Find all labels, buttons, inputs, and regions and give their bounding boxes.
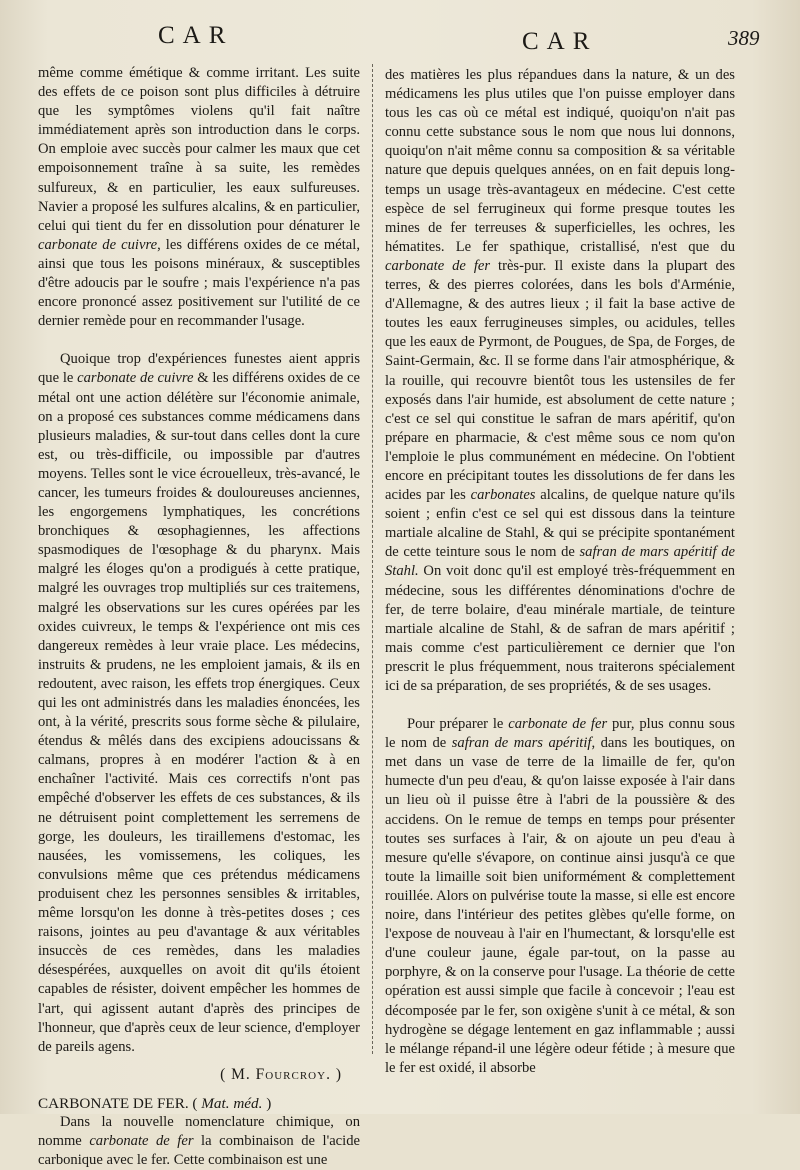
italic-term: safran de mars apéritif de Stahl.	[385, 544, 735, 580]
italic-term: carbonate de fer	[89, 1133, 194, 1150]
italic-term: carbonate de cuivre	[38, 236, 158, 253]
paragraph-iron-intro: Dans la nouvelle nomenclature chimique, on nomme carbonate de fer la combinaison de l'acide carbonique avec le fer. Cette combinaison est une	[38, 1113, 360, 1169]
column-divider	[372, 64, 374, 1054]
italic-term: safran de mars apéritif	[451, 735, 592, 752]
paragraph-copper-medicine: Quoique trop d'expériences funestes aient appris que le carbonate de cuivre & les différens oxides de ce métal ont une action délétère sur l'économie animale, on a proposé ces substances comme médicamens dans plusieurs maladies, & sur-tout dans celles dont la cure est, ou très-difficile, ou impossible par d'autres moyens. Telles sont le vice écrouelleux, très-avancé, le cancer, les tumeurs froides & douloureuses anciennes, les engorgemens lymphatiques, les concrétions bronchiques & œsophagiennes, les affections spasmodiques de l'œsophage & du pharynx. Mais malgré les éloges qu'on a prodigués à cette pratique, malgré les ouvrages trop multipliés sur ces traitemens, malgré les observations sur les cures opérées par les oxides cuivreux, le temps & l'expérience ont mis ces dangereux remèdes à leur vraie place. Les médecins, instruits & prudens, ne les emploient jamais, & ils en redoutent, avec raison, les effets trop énergiques. Ceux qui les ont administrés dans les maladies énoncées, les ont, à la vérité, prescrits sous forme sèche & pilulaire, étendus & mêlés dans des excipiens adoucissans & calmans, propres à en modérer l'action & à en enchaîner l'activité. Mais ces correctifs n'ont pas empêché d'observer les effets de ces substances, & ils ne détruisent point complettement les serremens de gorge, les douleurs, les tiraillemens d'estomac, les nausées, les vomissemens, les coliques, les convulsions même que ces prétendus médicamens produisent chez les personnes sensibles & irritables, même lorsqu'on les donne à très-petites doses ; ces raisons, jointes au peu d'avantage & aux véritables insuccès de ces remèdes, dans les maladies désespérées, auxquelles on avoit dit qu'ils étoient capables de résister, doivent empêcher les hommes de l'art, qui agissent autant d'après des principes de l'honneur, que d'après ceux de leur science, d'employer de pareils agens.	[38, 351, 360, 1055]
italic-term: carbonate de fer	[385, 257, 491, 274]
paragraph-iron-nature: des matières les plus répandues dans la nature, & un des médicamens les plus utiles que l'on puisse employer dans tous les cas où ce métal est indiqué, quoiqu'on n'ait pas connu cette substance sous le nom que nous lui donnons, quoiqu'on n'ait même connu sa composition & sa véritable nature que depuis quelques années, on en fait depuis long-temps un usage très-avantageux en médecine. C'est cette espèce de sel ferrugineux qui forme presque toutes les mines de fer terreuses & superficielles, les ochres, les hématites. Le fer spathique, cristallisé, n'est que du carbonate de fer très-pur. Il existe dans la plupart des terres, & des pierres colorées, dans les bols d'Arménie, d'Allemagne, & des autres lieux ; il fait la base active de toutes les eaux ferrugineuses simples, ou acidules, telles que les eaux de Pyrmont, de Pougues, de Spa, de Forges, de Saint-Germain, &c. Il se forme dans l'air atmosphérique, & la rouille, qui recouvre bientôt tous les ustensiles de fer exposés dans l'air humide, est absolument de cette nature ; c'est ce sel qui constitue le safran de mars apéritif, qu'on prépare en pharmacie, & c'est même sous ce nom qu'on l'emploie le plus communément en médecine. On l'obtient encore en précipitant toutes les dissolutions de fer dans les acides par les carbonates alcalins, de quelque nature qu'ils soient ; enfin c'est ce sel qui est dissous dans la teinture martiale alcaline de Stahl, & qui se précipite spontanément de cette teinture sous le nom de safran de mars apéritif de Stahl. On voit donc qu'il est employé très-fréquemment en médecine, sous les différentes dénominations d'ochre de fer, de terre bolaire, d'eau minérale martiale, de teinture martiale alcaline de Stahl, & de safran de mars apéritif ; mais comme c'est particulièrement ce dernier que l'on prescrit le plus fréquemment, nous traiterons spécialement ici de sa préparation, de ses propriétés, & de ses usages.	[385, 67, 735, 694]
right-column	[385, 66, 735, 1078]
italic-term: carbonate de cuivre	[77, 370, 194, 387]
entry-heading: CARBONATE DE FER. ( Mat. méd. )	[38, 1094, 272, 1112]
paragraph-iron-preparation: Pour préparer le carbonate de fer pur, plus connu sous le nom de safran de mars apéritif, dans les boutiques, on met dans un vase de terre de la limaille de fer, qu'on humecte d'un peu d'eau, & qu'on laisse exposée à l'air dans un lieu où il puisse être à l'abri de la poussière & des accidens. On le remue de temps en temps pour présenter toutes ses surfaces à l'air, & on ajoute un peu d'eau à mesure qu'elle s'évapore, on continue ainsi jusqu'à ce que toute la limaille soit bien uniformément & complettement rouillée. Alors on pulvérise toute la masse, si elle est encore noire, dans l'intérieur des petites glèbes qu'elle forme, on l'expose de nouveau à l'air en l'humectant, & lorsqu'elle est d'une couleur jaune, égale par-tout, on la passe au porphyre, & on la conserve pour l'usage. La théorie de cette opération est aussi simple que facile à concevoir ; l'eau est décomposée par le fer, son oxigène s'unit à ce métal, & son hydrogène se dégage lentement en gaz inflammable ; aussi le mélange répand-il une légère odeur fétide ; à mesure que le fer est oxidé, il absorbe	[385, 716, 735, 1076]
italic-term: carbonate de fer	[508, 716, 608, 733]
paragraph-copper-remedies: même comme émétique & comme irritant. Les suite des effets de ce poison sont plus difficiles à détruire que les symptômes violens qu'il fait naître immédiatement après son introduction dans le corps. On emploie avec succès pour calmer les maux que cet empoisonnement traîne à sa suite, les remèdes sulfureux, & en particulier, les eaux sulfureuses. Navier a proposé les sulfures alcalins, & en particulier, celui qui tient du fer en dissolution pour dénaturer le carbonate de cuivre, les différens oxides de ce métal, ainsi que tous les poisons minéraux, & susceptibles d'être adoucis par le soufre ; mais l'expérience n'a pas encore prononcé assez positivement sur l'utilité de ce dernier remède pour en recommander l'usage.	[38, 65, 360, 330]
page-number: 389	[728, 26, 760, 50]
italic-term: carbonates	[470, 487, 536, 504]
author-signature: ( M. Fourcroy. )	[220, 1065, 342, 1083]
running-head-right: CAR	[522, 28, 598, 55]
left-column	[38, 64, 360, 1170]
running-head-left: CAR	[158, 22, 234, 49]
